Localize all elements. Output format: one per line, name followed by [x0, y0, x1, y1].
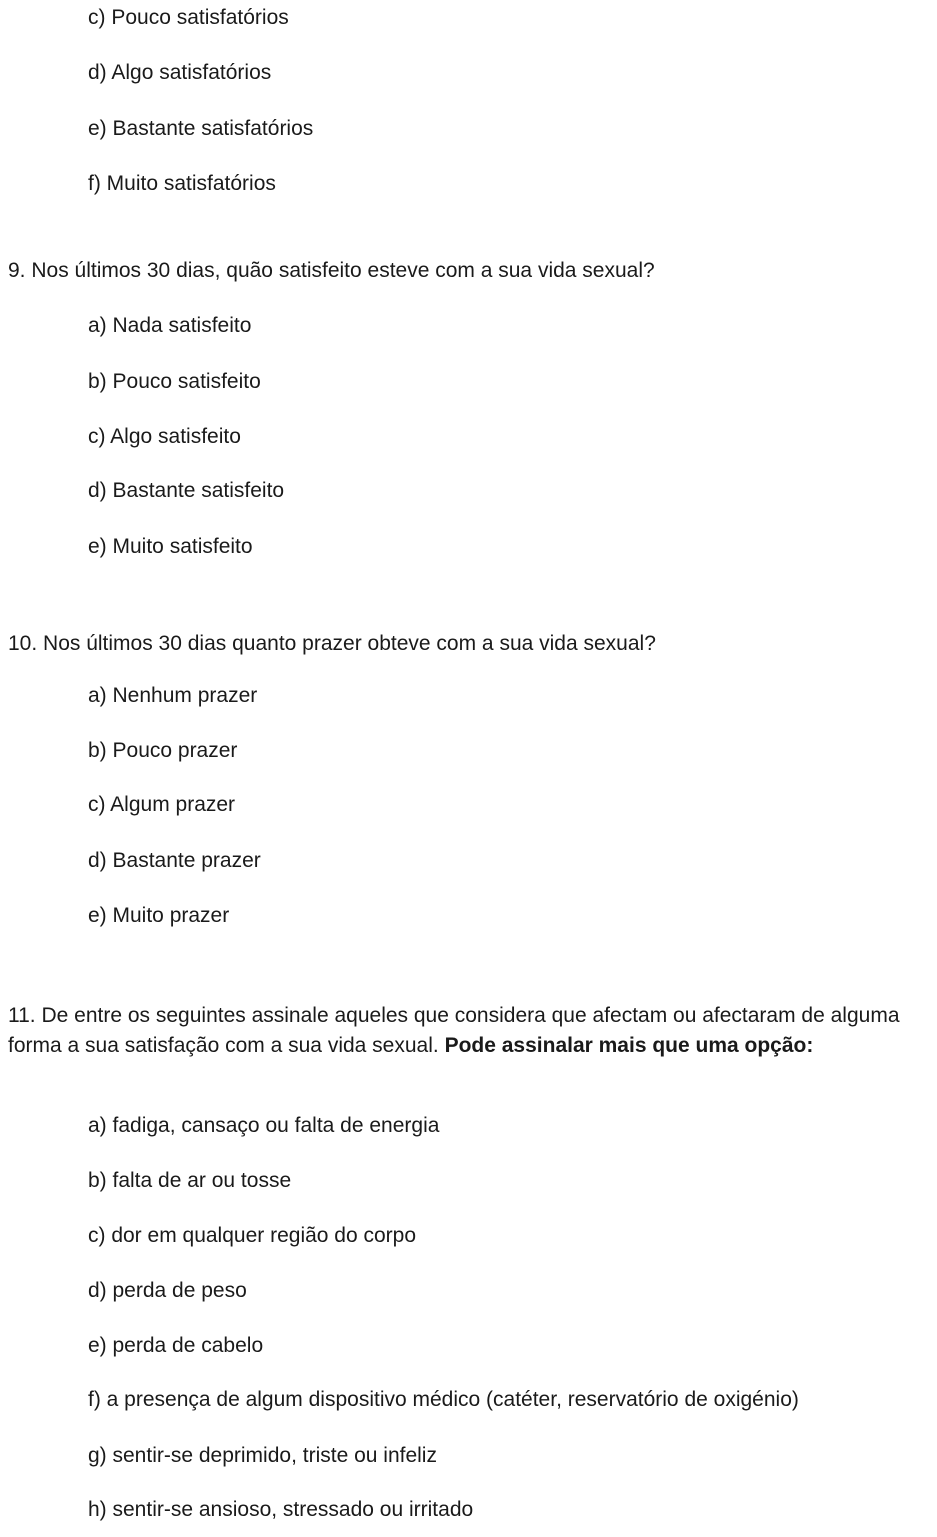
q11-option-f[interactable]: f) a presença de algum dispositivo médico (catéter, reservatório de oxigénio)	[88, 1388, 799, 1411]
q8-option-f[interactable]: f) Muito satisfatórios	[88, 172, 276, 195]
q8-option-c[interactable]: c) Pouco satisfatórios	[88, 6, 289, 29]
q9-option-d[interactable]: d) Bastante satisfeito	[88, 479, 285, 502]
q11-option-e[interactable]: e) perda de cabelo	[88, 1334, 264, 1357]
q9-option-a[interactable]: a) Nada satisfeito	[88, 314, 252, 337]
q11-option-h[interactable]: h) sentir-se ansioso, stressado ou irritado	[88, 1498, 474, 1521]
q10-option-e[interactable]: e) Muito prazer	[88, 904, 230, 927]
q11-option-d[interactable]: d) perda de peso	[88, 1279, 247, 1302]
q10-option-a[interactable]: a) Nenhum prazer	[88, 684, 258, 707]
q9-option-e[interactable]: e) Muito satisfeito	[88, 535, 253, 558]
q11-option-c[interactable]: c) dor em qualquer região do corpo	[88, 1224, 417, 1247]
q10-option-c[interactable]: c) Algum prazer	[88, 793, 236, 816]
q11-option-a[interactable]: a) fadiga, cansaço ou falta de energia	[88, 1114, 440, 1137]
question-11-emphasis: Pode assinalar mais que uma opção:	[444, 1034, 814, 1057]
q9-option-b[interactable]: b) Pouco satisfeito	[88, 370, 261, 393]
q9-option-c[interactable]: c) Algo satisfeito	[88, 425, 241, 448]
q8-option-e[interactable]: e) Bastante satisfatórios	[88, 117, 314, 140]
q11-option-g[interactable]: g) sentir-se deprimido, triste ou infeliz	[88, 1444, 437, 1467]
q10-option-d[interactable]: d) Bastante prazer	[88, 849, 261, 872]
question-11-text	[8, 1001, 932, 1061]
question-9-text: 9. Nos últimos 30 dias, quão satisfeito esteve com a sua vida sexual?	[8, 259, 655, 282]
question-10-text: 10. Nos últimos 30 dias quanto prazer obteve com a sua vida sexual?	[8, 632, 656, 655]
q11-option-b[interactable]: b) falta de ar ou tosse	[88, 1169, 292, 1192]
question-11-body: 11. De entre os seguintes assinale aqueles que considera que afectam ou afectaram de alguma forma a sua satisfação com a sua vida sexual.	[8, 1004, 900, 1057]
q10-option-b[interactable]: b) Pouco prazer	[88, 739, 238, 762]
q8-option-d[interactable]: d) Algo satisfatórios	[88, 61, 272, 84]
